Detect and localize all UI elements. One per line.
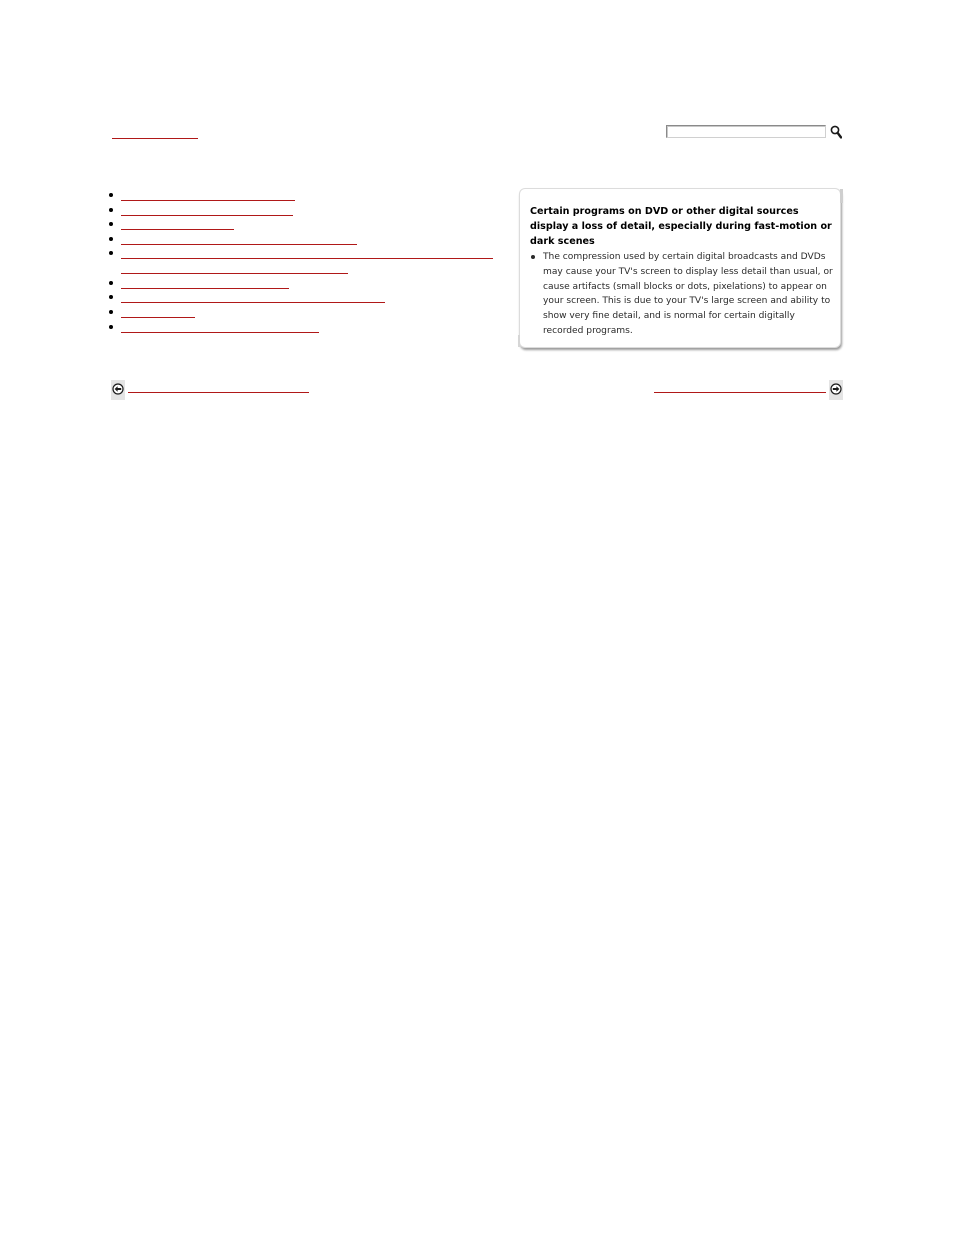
magnifier-icon [830,125,842,139]
topic-link-list [108,189,498,335]
list-item [108,204,498,219]
list-item [108,189,498,204]
top-link[interactable] [112,126,198,139]
search-area [666,124,844,140]
topic-link[interactable] [121,204,293,216]
topic-link-continued[interactable] [121,262,348,274]
list-item [108,277,498,292]
arrow-right-circle-icon [830,383,842,395]
arrow-left-circle-icon [112,383,124,395]
search-input[interactable] [666,125,826,138]
search-button[interactable] [830,124,842,138]
troubleshooting-box [519,188,841,348]
list-item [108,247,498,276]
topic-link[interactable] [121,189,295,201]
topic-link[interactable] [121,306,195,318]
list-item [108,218,498,233]
topic-link[interactable] [121,291,385,303]
troubleshooting-bullets [530,250,834,339]
next-arrow-button[interactable] [829,380,843,400]
list-item [108,321,498,336]
troubleshooting-title: Certain programs on DVD or other digital sources display a loss of detail, especially during fast-motion or dark scenes [530,206,832,247]
list-item [108,233,498,248]
topic-link[interactable] [121,321,319,333]
next-page-link[interactable] [654,381,826,393]
list-item [108,306,498,321]
list-item [108,291,498,306]
topic-link[interactable] [121,277,289,289]
troubleshooting-bullet: The compression used by certain digital broadcasts and DVDs may cause your TV's screen to display less detail than usual, or cause artifacts (small blocks or dots, pixelations) to appear on your screen. This is due to your TV's large screen and ability to show very fine detail, and is normal for certain digitally recorded programs. [530,250,834,339]
previous-page-link[interactable] [128,381,309,393]
topic-link[interactable] [121,247,493,259]
topic-link[interactable] [121,233,357,245]
topic-link[interactable] [121,218,234,230]
previous-arrow-button[interactable] [111,380,125,400]
